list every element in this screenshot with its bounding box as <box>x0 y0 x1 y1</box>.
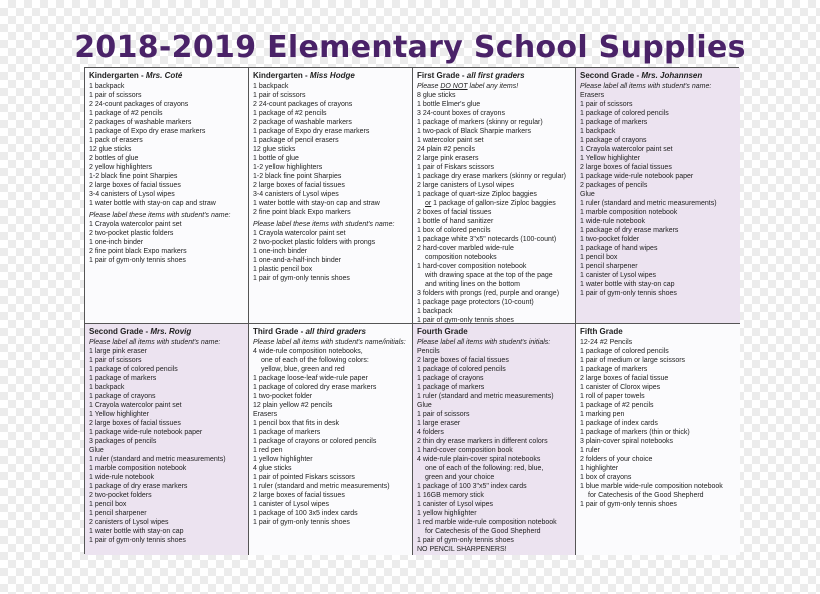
supply-item: 1 package of colored pencils <box>417 366 506 373</box>
section-heading: First Grade - all first graders <box>417 71 525 80</box>
supply-item: Glue <box>417 402 432 409</box>
supply-list <box>580 82 737 298</box>
grade-title: Second Grade <box>580 71 635 80</box>
supply-item: Please label all items with student's name/initials: <box>253 339 406 346</box>
supply-item: NO PENCIL SHARPENERS! <box>417 546 507 553</box>
supply-item: 2 yellow highlighters <box>89 164 153 171</box>
supply-item: 3-4 canisters of Lysol wipes <box>253 191 339 198</box>
supply-item: 2 fine point black Expo markers <box>89 248 187 255</box>
supply-item: 1 water bottle with stay-on cap and straw <box>89 200 216 207</box>
section-fourth-grade <box>413 324 576 555</box>
supply-item: 1 backpack <box>417 308 453 315</box>
supply-item: for Catechesis of the Good Shepherd <box>425 528 541 535</box>
teacher-name: Mrs. Rovig <box>150 327 192 336</box>
supply-item: 1 water bottle with stay-on cap <box>89 528 184 535</box>
supply-item: 2 folders of your choice <box>580 456 653 463</box>
supply-item: 1 roll of paper towels <box>580 393 645 400</box>
supply-item: 2 large pink erasers <box>417 155 479 162</box>
supply-item: yellow, blue, green and red <box>261 366 345 373</box>
supply-item: 1 pair of gym-only tennis shoes <box>417 537 514 544</box>
supply-item: 1 wide-rule notebook <box>89 474 154 481</box>
supply-item: 1 package of #2 pencils <box>580 402 654 409</box>
supply-item: 1 package of crayons <box>580 137 647 144</box>
supply-list <box>89 82 245 265</box>
teacher-name: Mrs. Johannsen <box>641 71 703 80</box>
supply-item: 1 marble composition notebook <box>580 209 678 216</box>
supply-item: 1 ruler <box>580 447 600 454</box>
supply-item: 1 pack of erasers <box>89 137 143 144</box>
supply-item: 1 ruler (standard and metric measurements) <box>580 200 717 207</box>
supply-item: 1 bottle of hand sanitizer <box>417 218 494 225</box>
supply-item: 1 water bottle with stay-on cap <box>580 281 675 288</box>
supply-item: 24 plain #2 pencils <box>417 146 475 153</box>
supply-item: Please label all items with student's name: <box>580 83 712 90</box>
supply-item: 1 backpack <box>89 83 125 90</box>
supply-item: 2 large boxes of facial tissues <box>417 357 509 364</box>
supply-item: Pencils <box>417 348 440 355</box>
supply-item: 1 bottle of glue <box>253 155 299 162</box>
supply-item: 2 large boxes of facial tissues <box>253 182 345 189</box>
section-heading <box>417 327 572 337</box>
supply-item: 1 pencil sharpener <box>89 510 147 517</box>
supply-item: 2 large boxes of facial tissues <box>580 164 672 171</box>
teacher-name: all first graders <box>466 71 525 80</box>
supply-item: 1 package wide-rule notebook paper <box>89 429 203 436</box>
supply-item: 1 Crayola watercolor paint set <box>89 402 182 409</box>
supply-item: 2 packages of pencils <box>580 182 648 189</box>
supply-item: 1-2 black fine point Sharpies <box>253 173 342 180</box>
supply-item: 2 thin dry erase markers in different colors <box>417 438 548 445</box>
supply-item: 1 plastic pencil box <box>253 266 313 273</box>
supply-item: 1 package of markers (thin or thick) <box>580 429 690 436</box>
supply-item: 1 pencil box that fits in desk <box>253 420 339 427</box>
supply-item: 2 large boxes of facial tissues <box>253 492 345 499</box>
supply-item: green and your choice <box>425 474 495 481</box>
grade-title: Second Grade <box>89 327 144 336</box>
supply-item: Please label these items with student's name: <box>253 221 395 228</box>
supply-item: 1 pair of scissors <box>417 411 470 418</box>
grade-title: Fourth Grade <box>417 327 468 336</box>
supply-item: 2 boxes of facial tissues <box>417 209 492 216</box>
supply-item: 1 package of hand wipes <box>580 245 658 252</box>
supply-item: 1 pair of gym-only tennis shoes <box>417 317 514 324</box>
supply-item: 1 pair of scissors <box>580 101 633 108</box>
supply-item: 4 glue sticks <box>253 465 292 472</box>
supply-item: 1 marking pen <box>580 411 625 418</box>
supply-item: 2 large boxes of facial tissues <box>89 182 181 189</box>
supply-item: 3 plain-cover spiral notebooks <box>580 438 673 445</box>
supply-item: 1 canister of Lysol wipes <box>580 272 656 279</box>
supply-item: 1 pencil sharpener <box>580 263 638 270</box>
supply-item: 1 watercolor paint set <box>417 137 484 144</box>
supply-item: 1 hard-cover composition notebook <box>417 263 527 270</box>
supply-item: 12 plain yellow #2 pencils <box>253 402 333 409</box>
supply-item: 2 24-count packages of crayons <box>253 101 353 108</box>
teacher-name: Miss Hodge <box>309 71 355 80</box>
supply-item: with drawing space at the top of the page <box>425 272 553 279</box>
section-heading: Second Grade - Mrs. Johannsen <box>580 71 703 80</box>
supply-item: 1 box of crayons <box>580 474 632 481</box>
supply-item: 1 Crayola watercolor paint set <box>580 146 673 153</box>
supply-item: 1 Yellow highlighter <box>89 411 149 418</box>
grade-title: First Grade <box>417 71 460 80</box>
supply-item: 1 water bottle with stay-on cap and straw <box>253 200 380 207</box>
supply-item: 1 pair of pointed Fiskars scissors <box>253 474 355 481</box>
supply-item: 1 two-pocket folder <box>580 236 640 243</box>
supply-item: 2 fine point black Expo markers <box>253 209 351 216</box>
supply-item: 1 package dry erase markers (skinny or regular) <box>417 173 567 180</box>
supply-item: or 1 package of gallon-size Ziploc baggies <box>425 200 556 207</box>
supply-item: 1 two-pocket folder <box>253 393 313 400</box>
supply-item: 1 one-and-a-half-inch binder <box>253 257 341 264</box>
supply-item: 2 hard-cover marbled wide-rule <box>417 245 514 252</box>
supply-item: 1 package of crayons or colored pencils <box>253 438 377 445</box>
supply-item: 1 package of #2 pencils <box>253 110 327 117</box>
supply-item: 2 bottles of glue <box>89 155 139 162</box>
supply-item: Erasers <box>253 411 278 418</box>
teacher-name: all third graders <box>305 327 366 336</box>
supply-item: 3 folders with prongs (red, purple and orange) <box>417 290 560 297</box>
supply-item: 2 large boxes of facial tissues <box>89 420 181 427</box>
supply-grid <box>84 67 739 554</box>
supply-item: 1 package loose-leaf wide-rule paper <box>253 375 368 382</box>
supply-item: 1 package of index cards <box>580 420 658 427</box>
section-kindergarten-hodge <box>249 68 413 324</box>
supply-item: 1 package of markers <box>580 366 648 373</box>
supply-item: 12-24 #2 Pencils <box>580 339 633 346</box>
supply-item: 1 Crayola watercolor paint set <box>89 221 182 228</box>
supply-item: 1 package page protectors (10-count) <box>417 299 534 306</box>
section-kindergarten-cote <box>85 68 249 324</box>
supply-item: 1 large pink eraser <box>89 348 147 355</box>
supply-item: 1 large eraser <box>417 420 461 427</box>
supply-item: 1 canister of Lysol wipes <box>417 501 493 508</box>
supply-item: Glue <box>580 191 595 198</box>
supply-item: one of each of the following: red, blue, <box>425 465 544 472</box>
supply-list <box>253 338 409 527</box>
section-fifth-grade <box>576 324 740 555</box>
supply-item: 1 two-pack of Black Sharpie markers <box>417 128 531 135</box>
supply-item: 1 highlighter <box>580 465 619 472</box>
supply-item: 1-2 yellow highlighters <box>253 164 323 171</box>
supply-item: 2 24-count packages of crayons <box>89 101 189 108</box>
supply-item: 1 package of #2 pencils <box>89 110 163 117</box>
supply-item: 1 marble composition notebook <box>89 465 187 472</box>
supply-item: 1 yellow highlighter <box>253 456 313 463</box>
supply-item: 1 package wide-rule notebook paper <box>580 173 694 180</box>
supply-item: 12 glue sticks <box>253 146 296 153</box>
supply-list <box>89 338 245 545</box>
supply-item: 1 package of Expo dry erase markers <box>89 128 206 135</box>
supply-item: 1 package of pencil erasers <box>253 137 339 144</box>
supply-list <box>253 82 409 283</box>
supply-item: 1 pair of gym-only tennis shoes <box>580 501 677 508</box>
supply-item: 1-2 black fine point Sharpies <box>89 173 178 180</box>
supply-item: 4 wide-rule composition notebooks, <box>253 348 363 355</box>
supply-item: 2 two-pocket plastic folders <box>89 230 174 237</box>
supply-item: 1 package of quart-size Ziploc baggies <box>417 191 537 198</box>
section-first-grade <box>413 68 576 324</box>
supply-item: 1 package of colored pencils <box>580 348 669 355</box>
supply-item: 1 package of colored pencils <box>89 366 178 373</box>
supply-item: 1 package of markers <box>580 119 648 126</box>
supply-item: 1 ruler (standard and metric measurements) <box>417 393 554 400</box>
supply-item: 1 16GB memory stick <box>417 492 484 499</box>
supply-item: 1 wide-rule notebook <box>580 218 645 225</box>
supply-item: 1 blue marble wide-rule composition notebook <box>580 483 723 490</box>
supply-item: 1 pair of gym-only tennis shoes <box>89 257 186 264</box>
supply-item: 1 pair of gym-only tennis shoes <box>253 519 350 526</box>
supply-item: 1 canister of Lysol wipes <box>253 501 329 508</box>
section-third-grade <box>249 324 413 555</box>
supply-item: and writing lines on the bottom <box>425 281 520 288</box>
supply-item: 1 pencil box <box>580 254 618 261</box>
supply-item: 1 pair of scissors <box>89 357 142 364</box>
supply-item: 4 wide-rule plain-cover spiral notebooks <box>417 456 541 463</box>
supply-item: 1 backpack <box>253 83 289 90</box>
section-heading <box>580 327 737 337</box>
grade-title: Fifth Grade <box>580 327 623 336</box>
supply-item: 3-4 canisters of Lysol wipes <box>89 191 175 198</box>
supply-item: 1 one-inch binder <box>89 239 144 246</box>
supply-item: 1 package white 3"x5" notecards (100-count) <box>417 236 557 243</box>
supply-item: one of each of the following colors: <box>261 357 369 364</box>
section-second-grade-johannsen <box>576 68 740 324</box>
page-title: 2018-2019 Elementary School Supplies <box>74 30 746 65</box>
supply-item: 2 large boxes of facial tissue <box>580 375 669 382</box>
supply-item: Please label these items with student's name: <box>89 212 231 219</box>
supply-item: 1 pair of gym-only tennis shoes <box>89 537 186 544</box>
supply-item: 1 package of colored pencils <box>580 110 669 117</box>
section-heading: Third Grade - all third graders <box>253 327 366 336</box>
supply-item: for Catechesis of the Good Shepherd <box>588 492 704 499</box>
grade-title: Kindergarten <box>253 71 303 80</box>
supply-item: 1 pair of gym-only tennis shoes <box>580 290 677 297</box>
supply-item: 1 package of markers <box>89 375 157 382</box>
teacher-name: Mrs. Coté <box>145 71 183 80</box>
supply-item: 1 backpack <box>89 384 125 391</box>
supply-item: 2 canisters of Lysol wipes <box>89 519 169 526</box>
supply-item: 1 one-inch binder <box>253 248 308 255</box>
supply-item: 12 glue sticks <box>89 146 132 153</box>
supply-item: 2 package of washable markers <box>253 119 352 126</box>
supply-item: 1 bottle Elmer's glue <box>417 101 481 108</box>
supply-item: 1 pencil box <box>89 501 127 508</box>
section-second-grade-rovig <box>85 324 249 555</box>
supply-item: 3 packages of pencils <box>89 438 157 445</box>
supply-item: 1 pair of scissors <box>253 92 306 99</box>
supply-item: 1 red marble wide-rule composition notebook <box>417 519 557 526</box>
supply-item: 1 backpack <box>580 128 616 135</box>
supply-item: 1 package of crayons <box>417 375 484 382</box>
supply-item: 3 24-count boxes of crayons <box>417 110 505 117</box>
supply-item: 1 package of markers <box>253 429 321 436</box>
section-heading: Kindergarten - Miss Hodge <box>253 71 355 80</box>
supply-item: 1 package of markers <box>417 384 485 391</box>
supply-item: 1 package of dry erase markers <box>89 483 188 490</box>
supply-item: 1 pair of scissors <box>89 92 142 99</box>
supply-item: 1 pair of gym-only tennis shoes <box>253 275 350 282</box>
supply-item: 1 box of colored pencils <box>417 227 491 234</box>
supply-item: 1 red pen <box>253 447 283 454</box>
supply-item: 1 package of crayons <box>89 393 156 400</box>
section-heading: Second Grade - Mrs. Rovig <box>89 327 192 336</box>
supply-list <box>417 82 572 324</box>
supply-item: 1 package of markers (skinny or regular) <box>417 119 543 126</box>
supply-item: 4 folders <box>417 429 444 436</box>
supply-list <box>580 338 737 509</box>
supply-item: 1 hard-cover composition book <box>417 447 513 454</box>
supply-item: 1 ruler (standard and metric measurements) <box>253 483 390 490</box>
supply-item: 8 glue sticks <box>417 92 456 99</box>
grade-title: Third Grade <box>253 327 299 336</box>
supply-item: 2 two-pocket folders <box>89 492 152 499</box>
supply-item: 1 package of 100 3"x5" index cards <box>417 483 527 490</box>
supply-item: 1 package of dry erase markers <box>580 227 679 234</box>
supply-item: 1 package of Expo dry erase markers <box>253 128 370 135</box>
grade-title: Kindergarten <box>89 71 139 80</box>
supply-item: 1 package of 100 3x5 index cards <box>253 510 358 517</box>
supply-item: Please label all items with student's name: <box>89 339 221 346</box>
supply-item: 1 pair of Fiskars scissors <box>417 164 495 171</box>
supply-item: Please DO NOT label any items! <box>417 83 519 90</box>
supply-item: 2 packages of washable markers <box>89 119 192 126</box>
supply-item: Erasers <box>580 92 605 99</box>
supply-item: 1 canister of Clorox wipes <box>580 384 661 391</box>
supply-item: 1 yellow highlighter <box>417 510 477 517</box>
supply-item: Please label all items with student's initials: <box>417 339 551 346</box>
supply-item: 2 two-pocket plastic folders with prongs <box>253 239 376 246</box>
supply-item: 1 Yellow highlighter <box>580 155 640 162</box>
section-heading: Kindergarten - Mrs. Coté <box>89 71 183 80</box>
supply-item: 1 Crayola watercolor paint set <box>253 230 346 237</box>
supply-item: 2 large canisters of Lysol wipes <box>417 182 515 189</box>
supply-list <box>417 338 572 554</box>
supply-item: composition notebooks <box>425 254 497 261</box>
supply-item: 1 pair of medium or large scissors <box>580 357 686 364</box>
supply-item: 1 package of colored dry erase markers <box>253 384 377 391</box>
supply-item: 1 ruler (standard and metric measurements) <box>89 456 226 463</box>
supply-item: Glue <box>89 447 104 454</box>
